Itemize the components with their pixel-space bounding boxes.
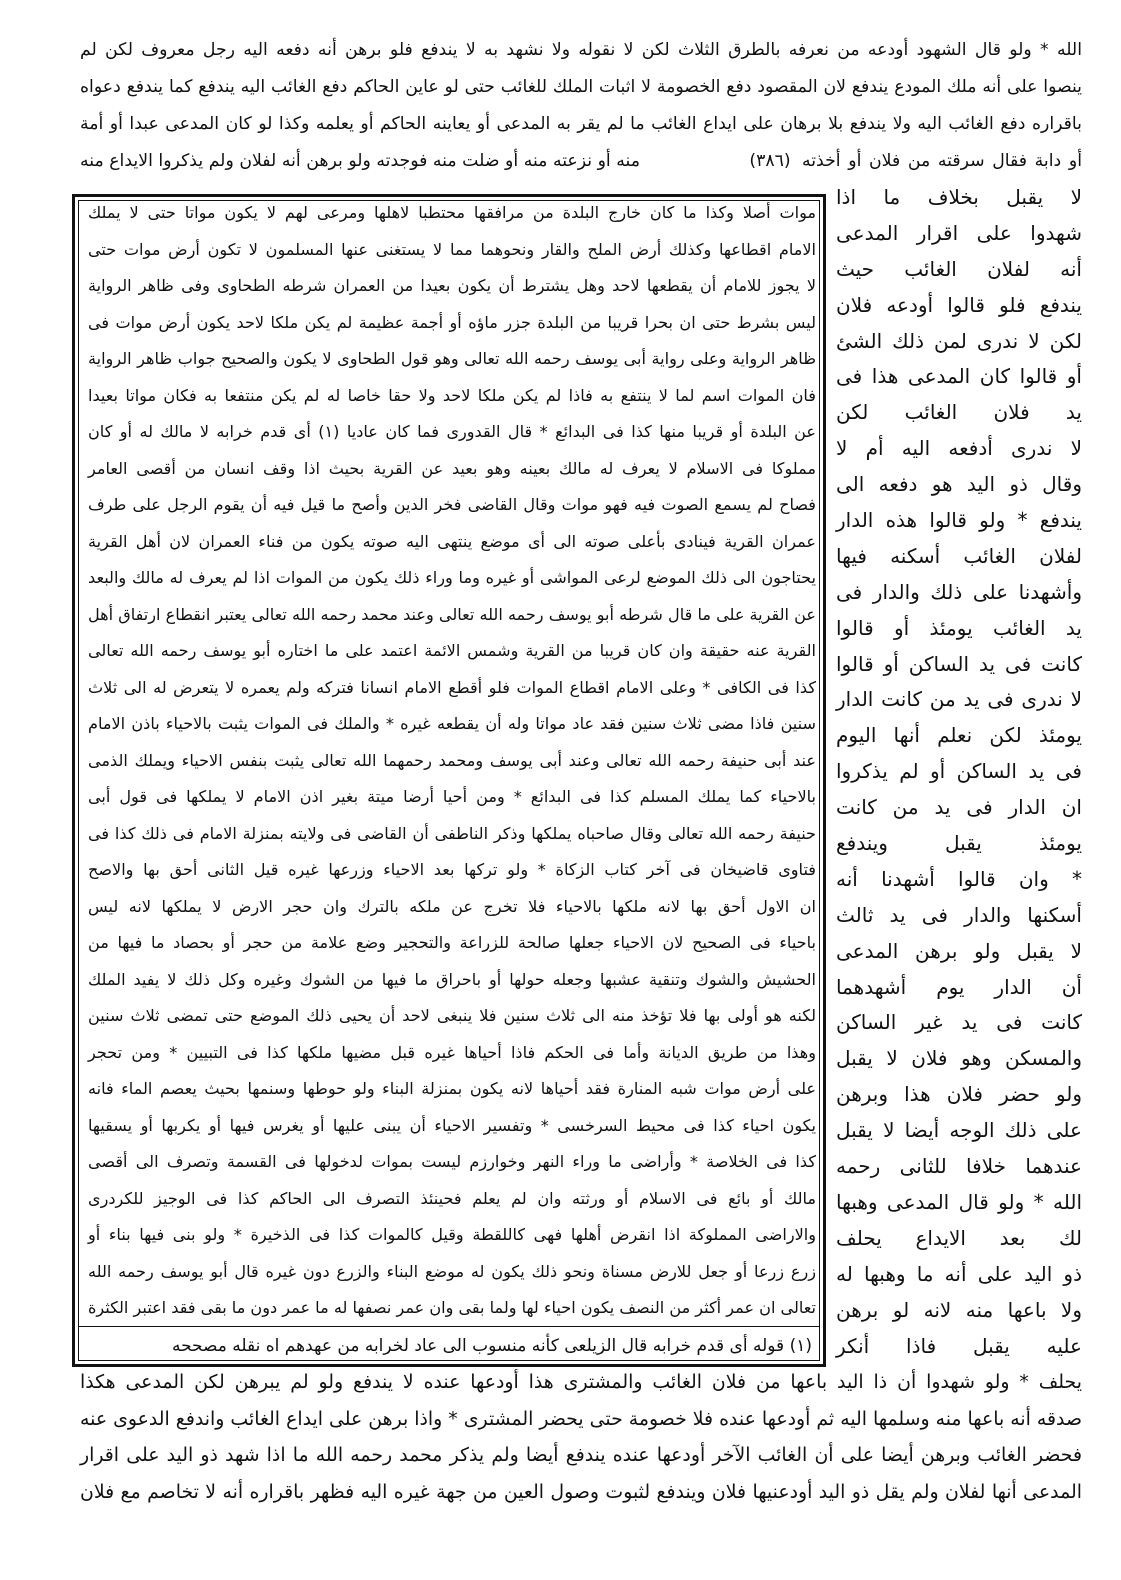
margin-column — [834, 180, 1082, 1364]
boxed-line: ان الاول أحق بها لانه ملكها بالاحياء فلا تخرج عن ملكه بالترك وان حجر الارض لا يملكها لانه ليس — [88, 896, 816, 916]
margin-line: لا يقبل بخلاف ما اذا — [836, 185, 1082, 209]
header-line-with-page-number — [78, 143, 1082, 180]
margin-line: عندهما خلافا للثانى رحمه — [836, 1154, 1082, 1179]
margin-line: أسكنها والدار فى يد ثالث — [836, 902, 1082, 927]
margin-line: * وان قالوا أشهدنا أنه — [836, 866, 1082, 891]
header-line4-right-segment: أو دابة فقال سرقته من فلان أو أخذته — [802, 151, 1082, 171]
margin-line: ولو حضر فلان هذا وبرهن — [836, 1082, 1082, 1107]
boxed-line: عند أبى حنيفة رحمه الله تعالى وعند أبى يوسف ومحمد رحمهما الله تعالى يثبت بنفس الاحياء ويملك الذمى — [88, 750, 816, 770]
margin-line: يندفع * ولو قالوا هذه الدار — [836, 508, 1082, 533]
margin-line: الله * ولو قال المدعى وهبها — [836, 1189, 1082, 1214]
boxed-line: على أرض موات شبه المنارة فقد أحياها لانه يكون بمنزلة البناء ولو حوطها وسنمها بحيث يعصم الماء فانه — [88, 1079, 816, 1098]
boxed-line: مالك أو بائع فى الاسلام أو ورثته وان لم يعلم فحينئذ التصرف الى الحاكم كذا فى الوجيز للكردرى — [88, 1188, 816, 1208]
boxed-line: سنين فاذا مضى ثلاث سنين فقد عاد مواتا وله أن يقطعه غيره * والملك فى الموات يثبت بالاحياء باذن الامام — [88, 714, 816, 733]
boxed-line: مملوكا فى الاسلام لا يعرف له مالك بعينه وهو بعيد عن القرية بحيث اذا وقف انسان من أقصى العامر — [88, 458, 816, 478]
boxed-line: فتاوى قاضيخان فى آخر كتاب الزكاة * ولو تركها بعد الاحياء وزرعها غيره قيل الثانى أحق بها والاصح — [88, 860, 816, 879]
margin-line: والمسكن وهو فلان لا يقبل — [836, 1046, 1082, 1071]
boxed-line: فصاح لم يسمع الصوت فيه فهو موات وقال القاضى فخر الدين وأصح ما قيل فيه أن يقوم الرجل على طرف — [88, 495, 816, 514]
margin-line: ذو اليد على أنه ما وهبها له — [836, 1261, 1082, 1286]
boxed-line: تعالى ان عمر أكثر من النصف يكون احياء لها ولما بقى وان عمر نصفها له ما عمر دون ما بقى فقد اعتبر الكثرة — [88, 1298, 816, 1317]
margin-line: يومئذ لكن نعلم أنها اليوم — [836, 723, 1082, 748]
boxed-line: لكنه هو أولى بها فلا تؤخذ منه الى ثلاث سنين فلا ينبغى لاحد أن يحيى ذلك الموضع حتى تمضى ثلاث سنين — [88, 1006, 816, 1025]
page-number: (٣٨٦) — [749, 151, 791, 171]
footer-line: صدقه أنه باعها منه وسلمها اليه ثم أودعها عنده فلا خصومة حتى يحضر المشترى * واذا برهن على ايداع الغائب واندفع الدعوى عنه — [80, 1407, 1082, 1430]
boxed-text-block — [86, 195, 816, 1327]
header-line: باقراره دفع الغائب اليه ولا يندفع بلا برهان على ايداع الغائب ما لم يقر به المدعى أو يعاينه الحاكم أو يعلمه وكذا لو كان المدعى عبدا أو أمة — [80, 114, 1082, 134]
boxed-line: الحشيش والشوك وتنقية عشبها وجعله حولها أو باحراق ما فيها من الشوك وغيره وكل ذلك لا يفيد الملك — [88, 969, 816, 989]
margin-line: لا ندرى فى يد من كانت الدار — [836, 687, 1082, 712]
margin-line: لا يقبل ولو برهن المدعى — [836, 938, 1082, 963]
footnote-separator — [78, 1326, 820, 1327]
boxed-line: يكون احياء كذا فى محيط السرخسى * وتفسير الاحياء أن يبنى عليها أو يغرس فيها أو يكربها أو يسقيها — [88, 1115, 816, 1135]
boxed-line: ليس بشرط حتى ان بحرا قريبا من البلدة جزر ماؤه أو أجمة عظيمة لم يكن ملكا لاحد يكون أرض موات فى — [88, 312, 816, 332]
boxed-line: ظاهر الرواية وعلى رواية أبى يوسف رحمه الله تعالى وهو قول الطحاوى لا يكون والصحيح جواب ظاهر الرواية — [88, 349, 816, 368]
header-text-block — [78, 32, 1082, 180]
boxed-line: فان الموات اسم لما لا ينتفع به فاذا لم يكن ملكا لاحد ولا حقا خاصا له لم يكن منتفعا به فكان مواتا بعيدا — [88, 385, 816, 405]
footer-line: يحلف * ولو شهدوا أن ذا اليد باعها من فلان الغائب والمشترى هذا أودعها عنده لا يندفع ولو لم يبرهن لكن المدعى هكذا — [80, 1371, 1082, 1393]
margin-line: ان الدار فى يد من كانت — [836, 795, 1082, 820]
boxed-line: الامام اقطاعها وكذلك أرض الملح والقار ونحوهما مما لا يستغنى عنها المسلمون لا تكون أرض موات حتى — [88, 239, 816, 259]
boxed-line: بالاحياء كما يملك المسلم كذا فى البدائع * ومن أحيا أرضا ميتة بغير اذن الامام لا يملكها فى قول أبى — [88, 787, 816, 806]
margin-line: وقال ذو اليد هو دفعه الى — [836, 472, 1082, 497]
header-line4-left-segment: منه أو نزعته منه أو ضلت منه فوجدته ولو برهن أنه لفلان ولم يذكروا الايداع منه — [80, 151, 640, 171]
boxed-line: عن البلدة أو قريبا منها كذا فى البدائع * قال القدورى فما كان عاديا (١) أى قدم خرابه لا مالك له أو كان — [88, 422, 816, 441]
footer-text-block — [78, 1364, 1082, 1511]
margin-line: أنه لفلان الغائب حيث — [836, 256, 1082, 281]
margin-line: يومئذ يقبل ويندفع — [836, 831, 1082, 856]
boxed-line: والاراضى المملوكة اذا انقرض أهلها فهى كاللقطة وقيل كالموات كذا فى الذخيرة * ولو بنى فيها بناء أو — [88, 1225, 816, 1244]
footer-line: فحضر الغائب وبرهن أيضا على أن الغائب الآخر أودعها عنده يندفع أيضا ولم يذكر محمد رحمه الله ما اذا شهد ذو اليد على اقرار — [80, 1444, 1082, 1467]
margin-line: أن الدار يوم أشهدهما — [836, 974, 1082, 999]
boxed-line: يحتاجون الى ذلك الموضع لرعى المواشى أو غيره وما وراء ذلك يكون من الموات اذا لم يعرف له مالك والبعد — [88, 568, 816, 587]
boxed-line: القرية عنه حقيقة وان كان قريبا من القرية وشمس الائمة اعتمد على ما اختاره أبو يوسف رحمه الله تعالى — [88, 641, 816, 660]
margin-line: شهدوا على اقرار المدعى — [836, 220, 1082, 245]
margin-line: لكن لا ندرى لمن ذلك الشئ — [836, 328, 1082, 353]
margin-line: كانت فى يد الساكن أو قالوا — [836, 651, 1082, 676]
header-line: ينصوا على أنه ملك المودع يندفع لان المقصود دفع الخصومة لا اثبات الملك للغائب حتى لو عاين الحاكم دفع الغائب اليه يندفع كما يندفع دعواه — [80, 77, 1082, 97]
margin-line: يد فلان الغائب لكن — [836, 400, 1082, 425]
footnote: (١) قوله أى قدم خرابه قال الزيلعى كأنه منسوب الى عاد لخرابه من عهدهم اه نقله مصححه — [171, 1336, 812, 1356]
margin-line: كانت فى يد غير الساكن — [836, 1010, 1082, 1035]
footnote-block — [150, 1328, 812, 1364]
margin-line: يندفع فلو قالوا أودعه فلان — [836, 292, 1082, 317]
boxed-line: عن القرية على ما قال شرطه أبو يوسف رحمه الله تعالى وعند محمد رحمه الله تعالى يعتبر انقطاع ارتفاق أهل — [88, 604, 816, 624]
boxed-line: موات أصلا وكذا ما كان خارج البلدة من مرافقها محتطبا لاهلها ومرعى لهم لا يكون مواتا حتى لا يملك — [88, 203, 816, 222]
header-line: الله * ولو قال الشهود أودعه من نعرفه بالطرق الثلاث لكن لا نقوله ولا نشهد به لا يندفع فلو برهن أنه دفعه اليه رجل معروف لكن لم — [80, 40, 1082, 60]
margin-line: وأشهدنا على ذلك والدار فى — [836, 579, 1082, 604]
margin-line: لا ندرى أدفعه اليه أم لا — [836, 436, 1082, 461]
boxed-line: حنيفة رحمه الله تعالى وقال صاحباه يملكها وذكر الناطفى أن القاضى فى ولايته بمنزلة الامام فى ذلك كذا فى — [88, 823, 816, 843]
margin-line: ولا باعها منه لانه لو برهن — [836, 1297, 1082, 1322]
boxed-line: عمران القرية فينادى بأعلى صوته الى أى موضع ينتهى اليه صوته يكون من فناء العمران لان أهل القرية — [88, 531, 816, 551]
margin-line: فى يد الساكن أو لم يذكروا — [836, 759, 1082, 784]
boxed-line: وهذا من طريق الديانة وأما فى الحكم فاذا أحياها غيره قبل مضيها ملكها كذا فى التبيين * ومن تحجر — [88, 1042, 816, 1062]
margin-line: عليه يقبل فاذا أنكر — [836, 1333, 1082, 1358]
boxed-line: زرع زرعا أو جعل للارض مسناة ونحو ذلك يكون له موضع البناء والزرع دون غيره قال أبو يوسف رحمه الله — [88, 1261, 816, 1281]
margin-line: أو قالوا كان المدعى هذا فى — [836, 364, 1082, 389]
margin-line: يد الغائب يومئذ أو قالوا — [836, 615, 1082, 640]
margin-line: على ذلك الوجه أيضا لا يقبل — [836, 1118, 1082, 1143]
boxed-line: كذا فى الكافى * وعلى الامام اقطاع الموات فلو أقطع الامام انسانا فتركه ولم يعمره لا يتعرض له الى ثلاث — [88, 677, 816, 697]
margin-line: لك بعد الايداع يحلف — [836, 1225, 1082, 1250]
boxed-line: كذا فى الخلاصة * وأراضى ما وراء النهر وخوارزم ليست بموات لدخولها فى القسمة وتصرف الى أقصى — [88, 1152, 816, 1171]
boxed-line: لا يجوز للامام أن يقطعها لاحد وهل يشترط أن يكون بعيدا من العمران شرطه الطحاوى وفى ظاهر الرواية — [88, 276, 816, 295]
boxed-line: باحياء فى الصحيح لان الاحياء جعلها صالحة للزراعة والتحجير وضع علامة من حجر أو بحصاد ما فيها من — [88, 933, 816, 952]
margin-line: لفلان الغائب أسكنه فيها — [836, 543, 1082, 568]
footer-line: المدعى أنها لفلان ولم يقل ذو اليد أودعنيها فلان ويندفع لثبوت وصول العين من جهة غيره اليه فظهر باقراره أنه لا تخاصم مع فلان — [80, 1481, 1082, 1504]
